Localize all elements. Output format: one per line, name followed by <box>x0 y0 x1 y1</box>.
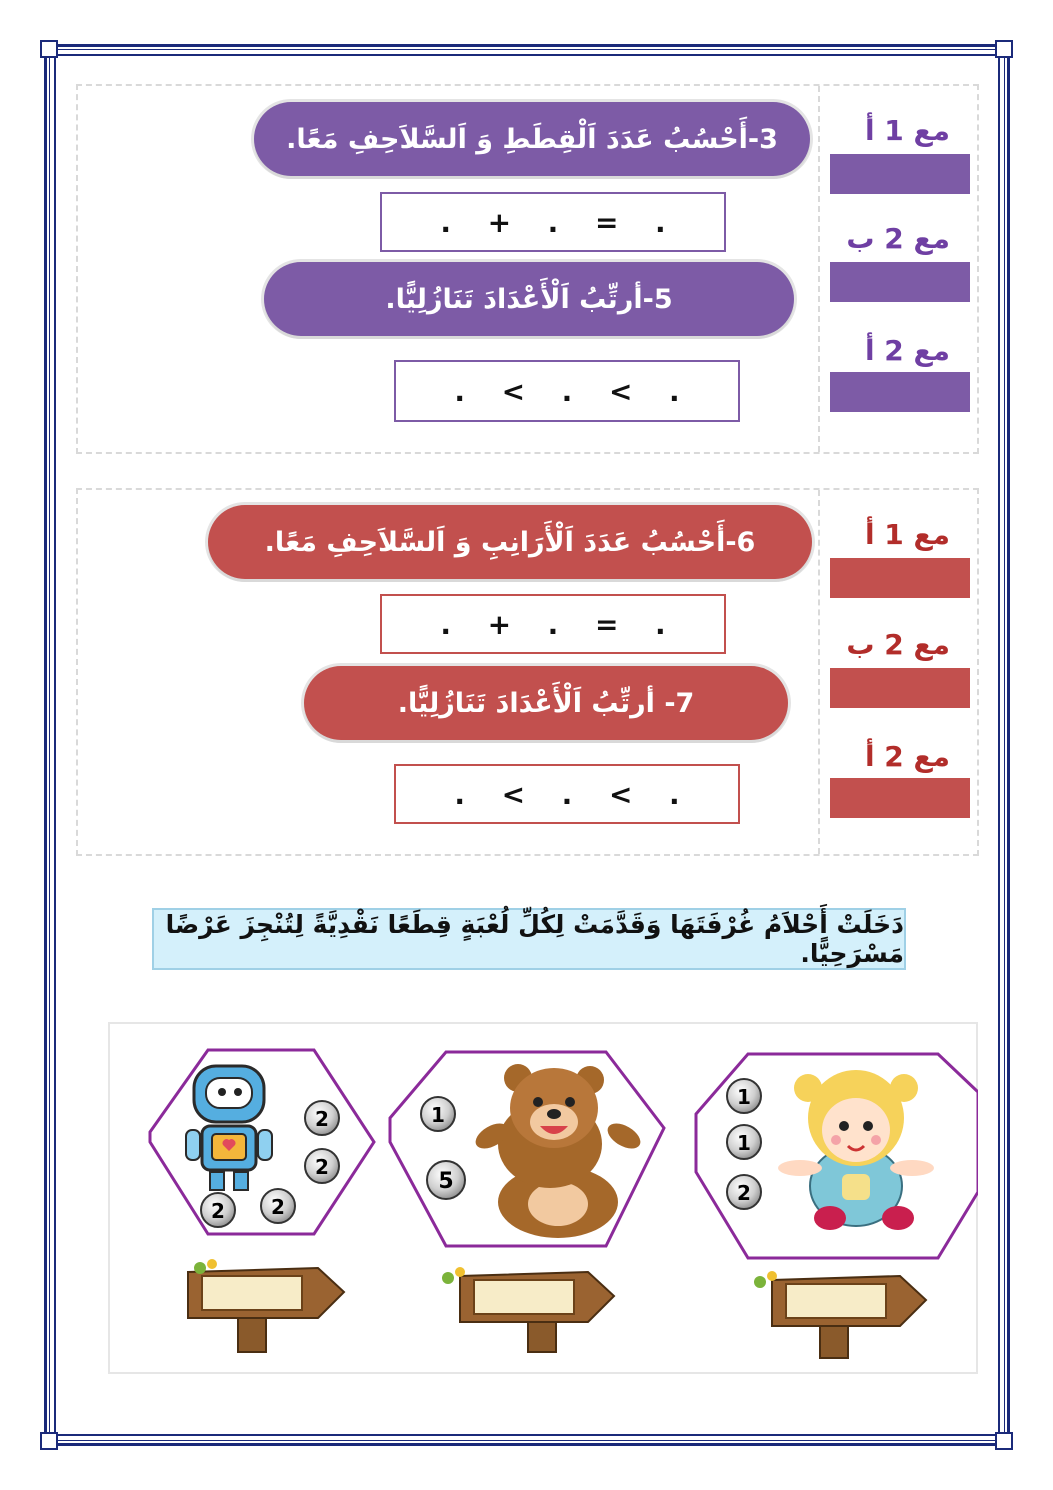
svg-text:2: 2 <box>271 1195 285 1219</box>
answer-slot: . <box>547 607 559 641</box>
criterion-label: مع 2 أ <box>864 740 950 773</box>
less-than-sign: < <box>608 374 633 408</box>
question-6-banner <box>208 505 812 579</box>
answer-box-q6[interactable] <box>380 594 726 654</box>
answer-slot: . <box>454 777 465 811</box>
story-banner <box>152 908 906 970</box>
toys-illustration <box>108 1022 978 1374</box>
coin-icon <box>305 1149 339 1183</box>
criterion-bar[interactable] <box>830 262 970 302</box>
coin-icon <box>727 1125 761 1159</box>
wooden-sign-icon <box>188 1259 344 1352</box>
question-5-banner <box>264 262 794 336</box>
criterion-label: مع 1 أ <box>864 114 950 147</box>
equals-sign: = <box>594 205 619 239</box>
criterion-bar[interactable] <box>830 668 970 708</box>
answer-box-q7[interactable] <box>394 764 740 824</box>
svg-text:1: 1 <box>431 1103 445 1127</box>
coin-icon <box>727 1079 761 1113</box>
answer-slot: . <box>669 374 680 408</box>
story-text: دَخَلَتْ أَحْلاَمُ غُرْفَتَهَا وَقَدَّمَتْ لِكُلِّ لُعْبَةٍ قِطَعًا نَقْدِيَّةً لِتُنْجِزَ عَرْضًا مَسْرَحِيًّا. <box>165 910 904 968</box>
frame-corner <box>40 40 58 58</box>
question-5-text: 5-أرتِّبُ اَلْأَعْدَادَ تَنَازُلِيًّا. <box>385 283 673 315</box>
svg-text:2: 2 <box>315 1155 329 1179</box>
criterion-bar[interactable] <box>830 154 970 194</box>
answer-box-q3[interactable] <box>380 192 726 252</box>
frame-corner <box>995 1432 1013 1450</box>
answer-box-q5[interactable] <box>394 360 740 422</box>
answer-slot: . <box>547 205 559 239</box>
answer-slot: . <box>669 777 680 811</box>
less-than-sign: < <box>501 374 526 408</box>
criterion-label: مع 1 أ <box>864 518 950 551</box>
answer-slot: . <box>561 777 573 811</box>
question-3-text: 3-أَحْسُبُ عَدَدَ اَلْقِطَطِ وَ اَلسَّلاَحِفِ مَعًا. <box>286 123 778 155</box>
coin-icon <box>201 1193 235 1227</box>
criterion-label: مع 2 ب <box>846 222 950 255</box>
svg-text:1: 1 <box>737 1131 751 1155</box>
answer-slot: . <box>440 607 451 641</box>
wooden-sign-icon <box>442 1267 614 1352</box>
plus-sign: + <box>487 607 512 641</box>
svg-text:1: 1 <box>737 1085 751 1109</box>
criterion-bar[interactable] <box>830 372 970 412</box>
section-divider <box>818 86 820 452</box>
answer-slot: . <box>454 374 465 408</box>
question-3-banner <box>254 102 810 176</box>
frame-corner <box>995 40 1013 58</box>
svg-text:2: 2 <box>315 1107 329 1131</box>
svg-text:2: 2 <box>737 1181 751 1205</box>
plus-sign: + <box>487 205 512 239</box>
answer-slot: . <box>655 205 666 239</box>
criterion-bar[interactable] <box>830 778 970 818</box>
coin-icon <box>427 1161 465 1199</box>
answer-slot: . <box>440 205 451 239</box>
coin-icon <box>421 1097 455 1131</box>
question-6-text: 6-أَحْسُبُ عَدَدَ اَلْأَرَانِبِ وَ اَلسَّلاَحِفِ مَعًا. <box>264 526 756 558</box>
criterion-bar[interactable] <box>830 558 970 598</box>
section-divider <box>818 490 820 854</box>
less-than-sign: < <box>501 777 526 811</box>
equals-sign: = <box>594 607 619 641</box>
question-7-banner <box>304 666 788 740</box>
criterion-label: مع 2 ب <box>846 628 950 661</box>
question-7-text: 7- أرتِّبُ اَلْأَعْدَادَ تَنَازُلِيًّا. <box>397 687 695 719</box>
coin-icon <box>727 1175 761 1209</box>
coin-icon <box>305 1101 339 1135</box>
criterion-label: مع 2 أ <box>864 334 950 367</box>
frame-corner <box>40 1432 58 1450</box>
coin-icon <box>261 1189 295 1223</box>
svg-text:5: 5 <box>438 1169 454 1194</box>
answer-slot: . <box>561 374 573 408</box>
answer-slot: . <box>655 607 666 641</box>
less-than-sign: < <box>608 777 633 811</box>
svg-text:2: 2 <box>211 1199 225 1223</box>
wooden-sign-icon <box>754 1271 926 1358</box>
